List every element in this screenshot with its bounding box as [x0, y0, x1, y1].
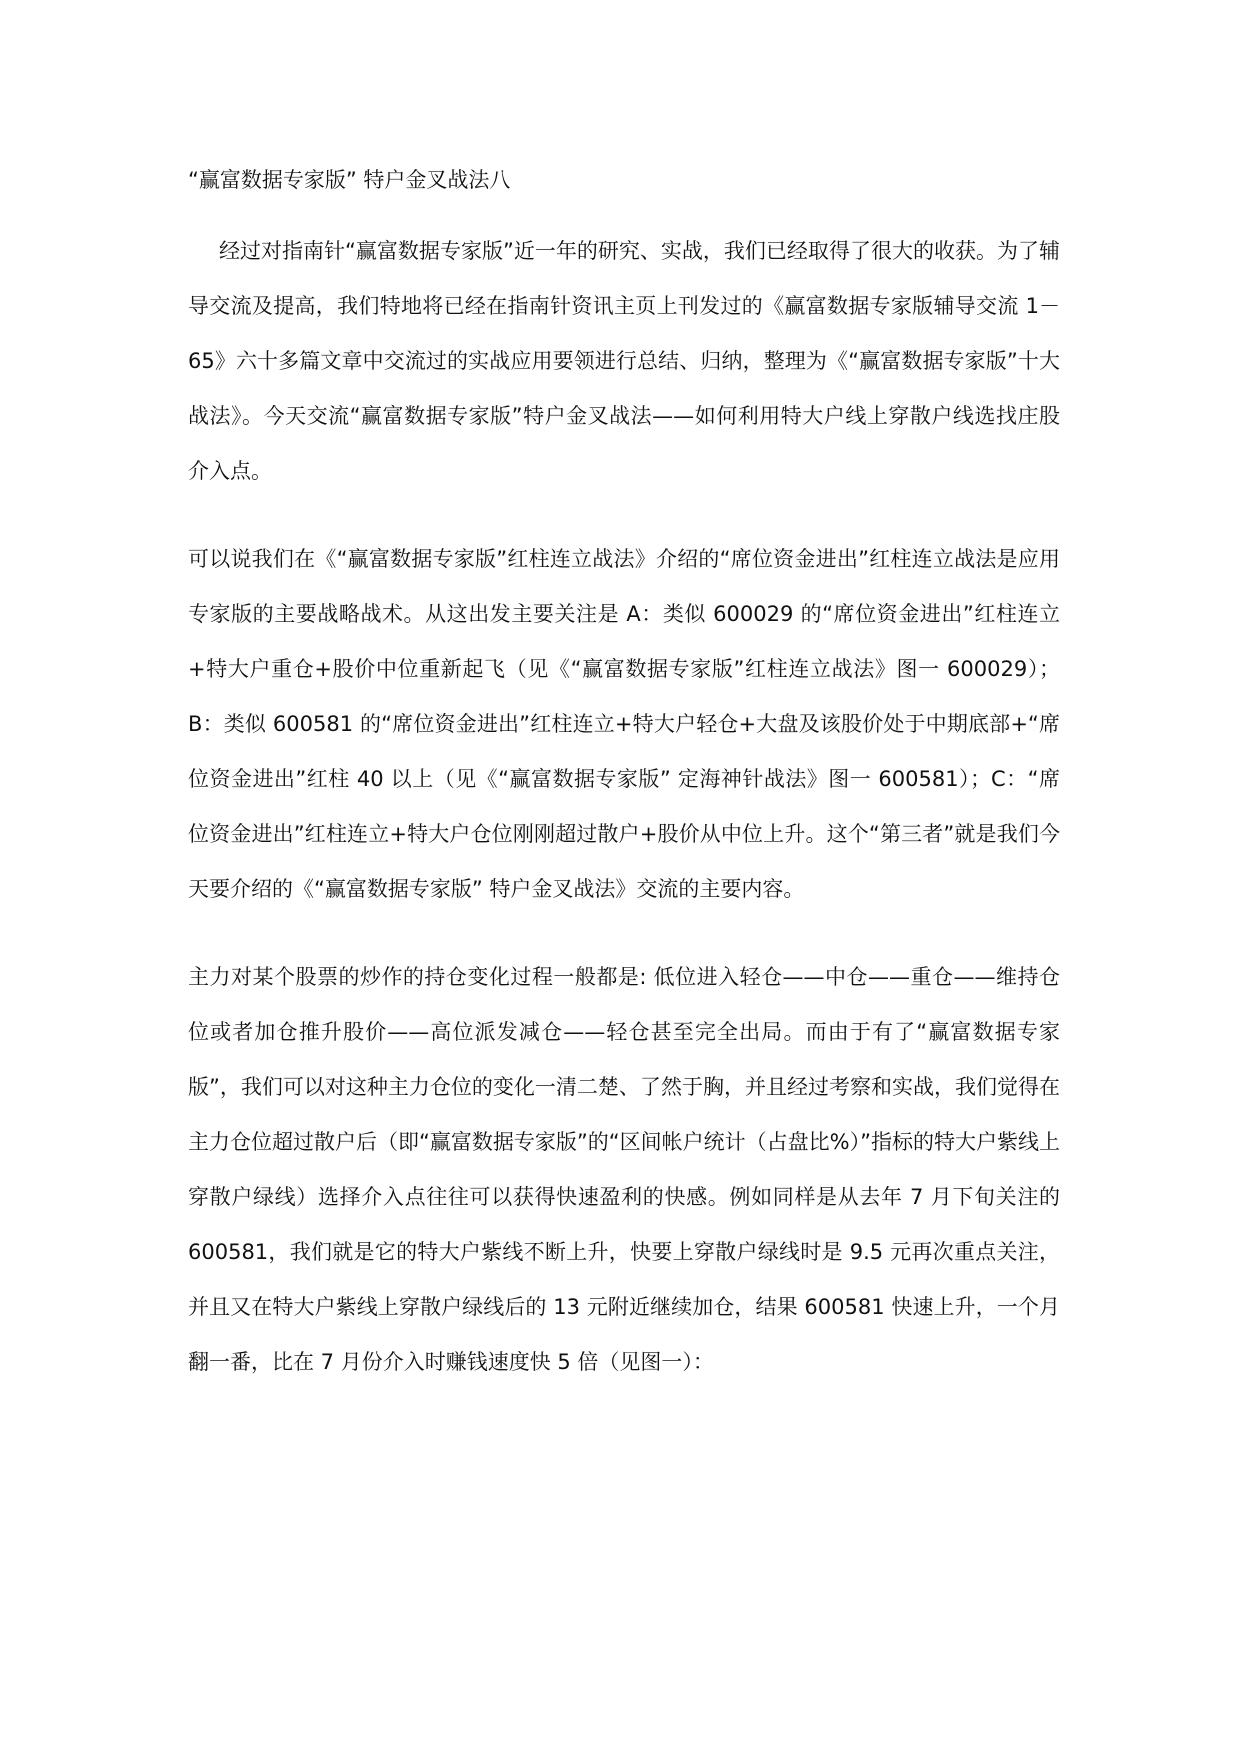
- document-page: [188, 160, 1060, 1423]
- paragraph-intro: 经过对指南针“赢富数据专家版”近一年的研究、实战，我们已经取得了很大的收获。为了辅导交流及提高，我们特地将已经在指南针资讯主页上刊发过的《赢富数据专家版辅导交流 1－65》六十多篇文章中交流过的实战应用要领进行总结、归纳，整理为《“赢富数据专家版”十大战法》。今天交流“赢富数据专家版”特户金叉战法——如何利用特大户线上穿散户线选找庄股介入点。: [188, 239, 1060, 483]
- paragraph-position-change: 主力对某个股票的炒作的持仓变化过程一般都是: 低位进入轻仓——中仓——重仓——维持仓位或者加仓推升股价——高位派发减仓——轻仓甚至完全出局。而由于有了“赢富数据专家版”，我们可以对这种主力仓位的变化一清二楚、了然于胸，并且经过考察和实战，我们觉得在主力仓位超过散户后（即“赢富数据专家版”的“区间帐户统计（占盘比%）”指标的特大户紫线上穿散户绿线）选择介入点往往可以获得快速盈利的快感。例如同样是从去年 7 月下旬关注的 600581，我们就是它的特大户紫线不断上升，快要上穿散户绿线时是 9.5 元再次重点关注，并且又在特大户紫线上穿散户绿线后的 13 元附近继续加仓，结果 600581 快速上升，一个月翻一番，比在 7 月份介入时赚钱速度快 5 倍（见图一）：: [188, 965, 1060, 1374]
- paragraph-strategy: 可以说我们在《“赢富数据专家版”红柱连立战法》介绍的“席位资金进出”红柱连立战法是应用专家版的主要战略战术。从这出发主要关注是 A：类似 600029 的“席位资金进出”红柱连立+特大户重仓+股价中位重新起飞（见《“赢富数据专家版”红柱连立战法》图一 600029）；B：类似 600581 的“席位资金进出”红柱连立+特大户轻仓+大盘及该股价处于中期底部+“席位资金进出”红柱 40 以上（见《“赢富数据专家版” 定海神针战法》图一 600581）；C：“席位资金进出”红柱连立+特大户仓位刚刚超过散户+股价从中位上升。这个“第三者”就是我们今天要介绍的《“赢富数据专家版” 特户金叉战法》交流的主要内容。: [188, 547, 1060, 901]
- document-title: “赢富数据专家版” 特户金叉战法八: [188, 168, 511, 192]
